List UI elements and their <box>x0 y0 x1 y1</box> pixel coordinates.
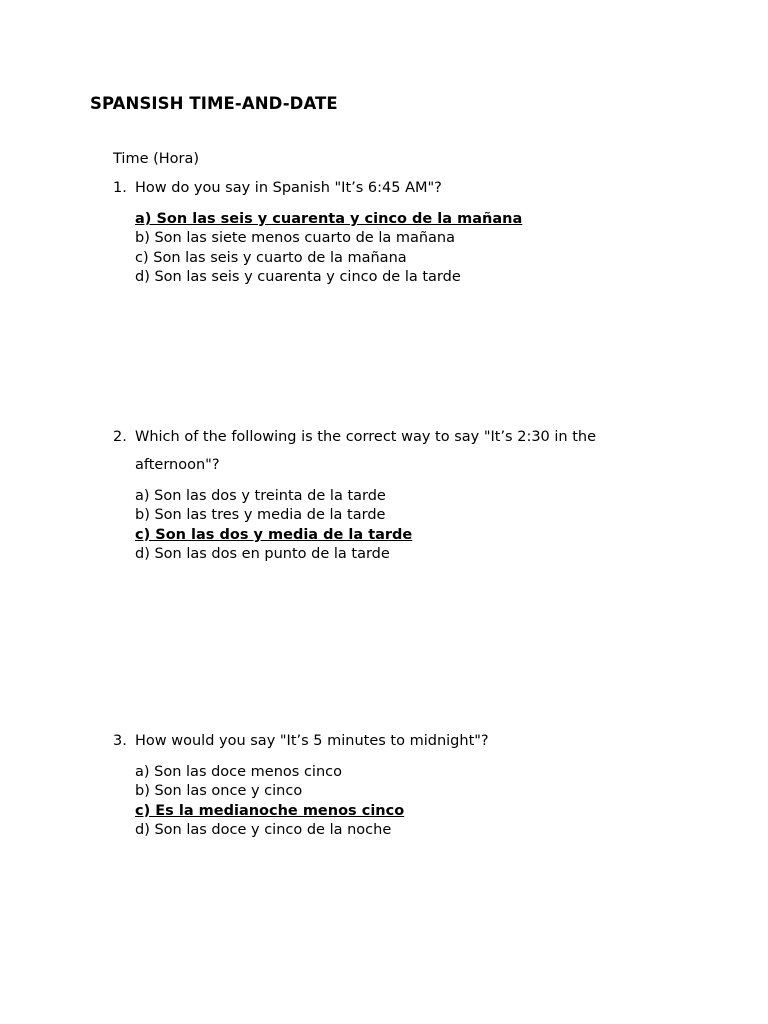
page-title: SPANSISH TIME-AND-DATE <box>90 94 338 113</box>
question-row <box>113 423 625 479</box>
answer-options <box>135 210 625 287</box>
option-d: d) Son las seis y cuarenta y cinco de la tarde <box>135 268 461 285</box>
option-b: b) Son las once y cinco <box>135 783 303 800</box>
option-c: c) Son las seis y cuarto de la mañana <box>135 249 407 266</box>
option-c-correct: c) Es la medianoche menos cinco <box>135 802 405 819</box>
question-1 <box>113 174 625 287</box>
question-text: Which of the following is the correct way to say "It’s 2:30 in the afternoon"? <box>135 429 597 473</box>
option-a: a) Son las doce menos cinco <box>135 764 342 780</box>
option-d: d) Son las doce y cinco de la noche <box>135 821 392 838</box>
section-label: Time (Hora) <box>113 151 200 167</box>
answer-options <box>135 487 625 564</box>
answer-options <box>135 763 625 840</box>
option-a-correct: a) Son las seis y cuarenta y cinco de la mañana <box>135 211 523 227</box>
option-b: b) Son las tres y media de la tarde <box>135 507 386 524</box>
question-row <box>113 174 625 202</box>
question-3 <box>113 727 625 840</box>
question-2 <box>113 423 625 564</box>
question-row <box>113 727 625 755</box>
question-text: How would you say "It’s 5 minutes to midnight"? <box>135 733 489 749</box>
question-number: 2. <box>113 429 127 445</box>
question-text: How do you say in Spanish "It’s 6:45 AM"? <box>135 180 442 196</box>
question-number: 3. <box>113 733 127 749</box>
option-c-correct: c) Son las dos y media de la tarde <box>135 526 413 543</box>
option-d: d) Son las dos en punto de la tarde <box>135 545 390 562</box>
option-b: b) Son las siete menos cuarto de la mañana <box>135 230 456 247</box>
question-number: 1. <box>113 180 127 196</box>
option-a: a) Son las dos y treinta de la tarde <box>135 488 386 504</box>
